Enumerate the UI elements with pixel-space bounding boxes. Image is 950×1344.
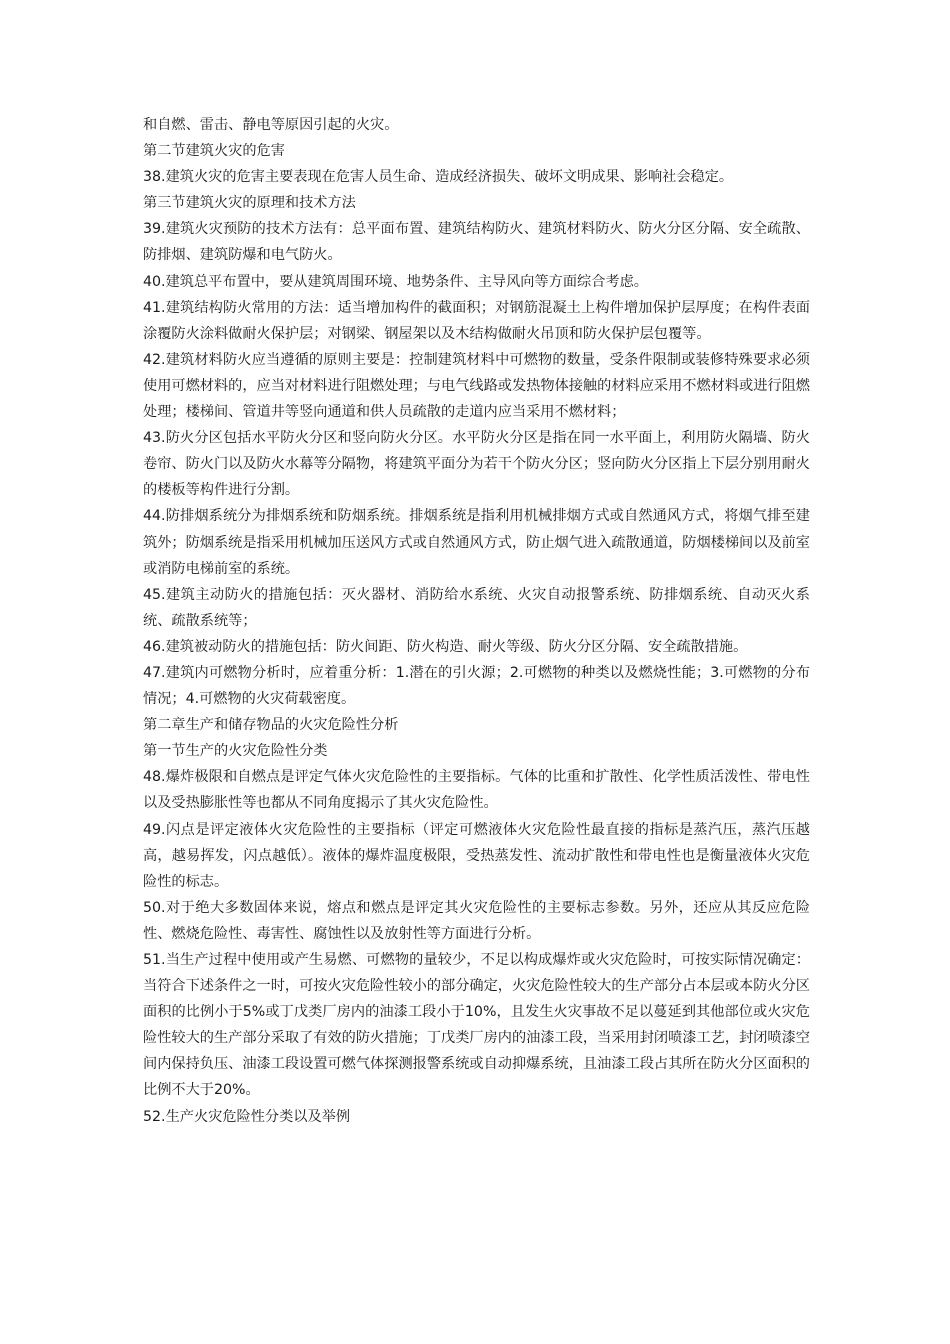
item-43: 43.防火分区包括水平防火分区和竖向防火分区。水平防火分区是指在同一水平面上，利用防火隔墙、防火卷帘、防火门以及防火水幕等分隔物，将建筑平面分为若干个防火分区；竖向防火分区指上下层分别用耐火的楼板等构件进行分割。 [143, 430, 810, 499]
item-44: 44.防排烟系统分为排烟系统和防烟系统。排烟系统是指利用机械排烟方式或自然通风方式，将烟气排至建筑外；防烟系统是指采用机械加压送风方式或自然通风方式，防止烟气进入疏散通道，防烟楼梯间以及前室或消防电梯前室的系统。 [143, 508, 810, 577]
item-45: 45.建筑主动防火的措施包括：灭火器材、消防给水系统、火灾自动报警系统、防排烟系统、自动灭火系统、疏散系统等； [143, 586, 810, 629]
section-heading-3: 第三节建筑火灾的原理和技术方法 [143, 195, 356, 212]
section-heading-2: 第二节建筑火灾的危害 [143, 143, 285, 160]
paragraph-continuation: 和自燃、雷击、静电等原因引起的火灾。 [143, 117, 399, 133]
item-40: 40.建筑总平布置中，要从建筑周围环境、地势条件、主导风向等方面综合考虑。 [143, 273, 648, 290]
item-39: 39.建筑火灾预防的技术方法有：总平面布置、建筑结构防火、建筑材料防火、防火分区分隔、安全疏散、防排烟、建筑防爆和电气防火。 [143, 221, 810, 264]
item-50: 50.对于绝大多数固体来说，熔点和燃点是评定其火灾危险性的主要标志参数。另外，还应从其反应危险性、燃烧危险性、毒害性、腐蚀性以及放射性等方面进行分析。 [143, 899, 810, 942]
document-page [143, 112, 810, 1130]
section-heading-1: 第一节生产的火灾危险性分类 [143, 743, 328, 760]
chapter-heading-2: 第二章生产和储存物品的火灾危险性分析 [143, 717, 399, 734]
item-46: 46.建筑被动防火的措施包括：防火间距、防火构造、耐火等级、防火分区分隔、安全疏散措施。 [143, 638, 748, 655]
item-42: 42.建筑材料防火应当遵循的原则主要是：控制建筑材料中可燃物的数量，受条件限制或装修特殊要求必须使用可燃材料的，应当对材料进行阻燃处理；与电气线路或发热物体接触的材料应采用不燃材料或进行阻燃处理；楼梯间、管道井等竖向通道和供人员疏散的走道内应当采用不燃材料； [143, 351, 810, 421]
item-52: 52.生产火灾危险性分类以及举例 [143, 1108, 351, 1125]
item-49: 49.闪点是评定液体火灾危险性的主要指标（评定可燃液体火灾危险性最直接的指标是蒸汽压，蒸汽压越高，越易挥发，闪点越低）。液体的爆炸温度极限，受热蒸发性、流动扩散性和带电性也是衡量液体火灾危险性的标志。 [143, 821, 810, 890]
item-47: 47.建筑内可燃物分析时，应着重分析：1.潜在的引火源；2.可燃物的种类以及燃烧性能；3.可燃物的分布情况；4.可燃物的火灾荷载密度。 [143, 664, 810, 708]
item-48: 48.爆炸极限和自燃点是评定气体火灾危险性的主要指标。气体的比重和扩散性、化学性质活泼性、带电性以及受热膨胀性等也都从不同角度揭示了其火灾危险性。 [143, 769, 810, 812]
item-51: 51.当生产过程中使用或产生易燃、可燃物的量较少，不足以构成爆炸或火灾危险时，可按实际情况确定：当符合下述条件之一时，可按火灾危险性较小的部分确定，火灾危险性较大的生产部分占本层或本防火分区面积的比例小于5%或丁戊类厂房内的油漆工段小于10%，且发生火灾事故不足以蔓延到其他部位或火灾危险性较大的生产部分采取了有效的防火措施；丁戊类厂房内的油漆工段，当采用封闭喷漆工艺，封闭喷漆空间内保持负压、油漆工段设置可燃气体探测报警系统或自动抑爆系统，且油漆工段占其所在防火分区面积的比例不大于20%。 [143, 952, 810, 1099]
item-38: 38.建筑火灾的危害主要表现在危害人员生命、造成经济损失、破坏文明成果、影响社会稳定。 [143, 169, 734, 186]
item-41: 41.建筑结构防火常用的方法：适当增加构件的截面积；对钢筋混凝土上构件增加保护层厚度；在构件表面涂覆防火涂料做耐火保护层；对钢梁、钢屋架以及木结构做耐火吊顶和防火保护层包覆等。 [143, 299, 810, 342]
